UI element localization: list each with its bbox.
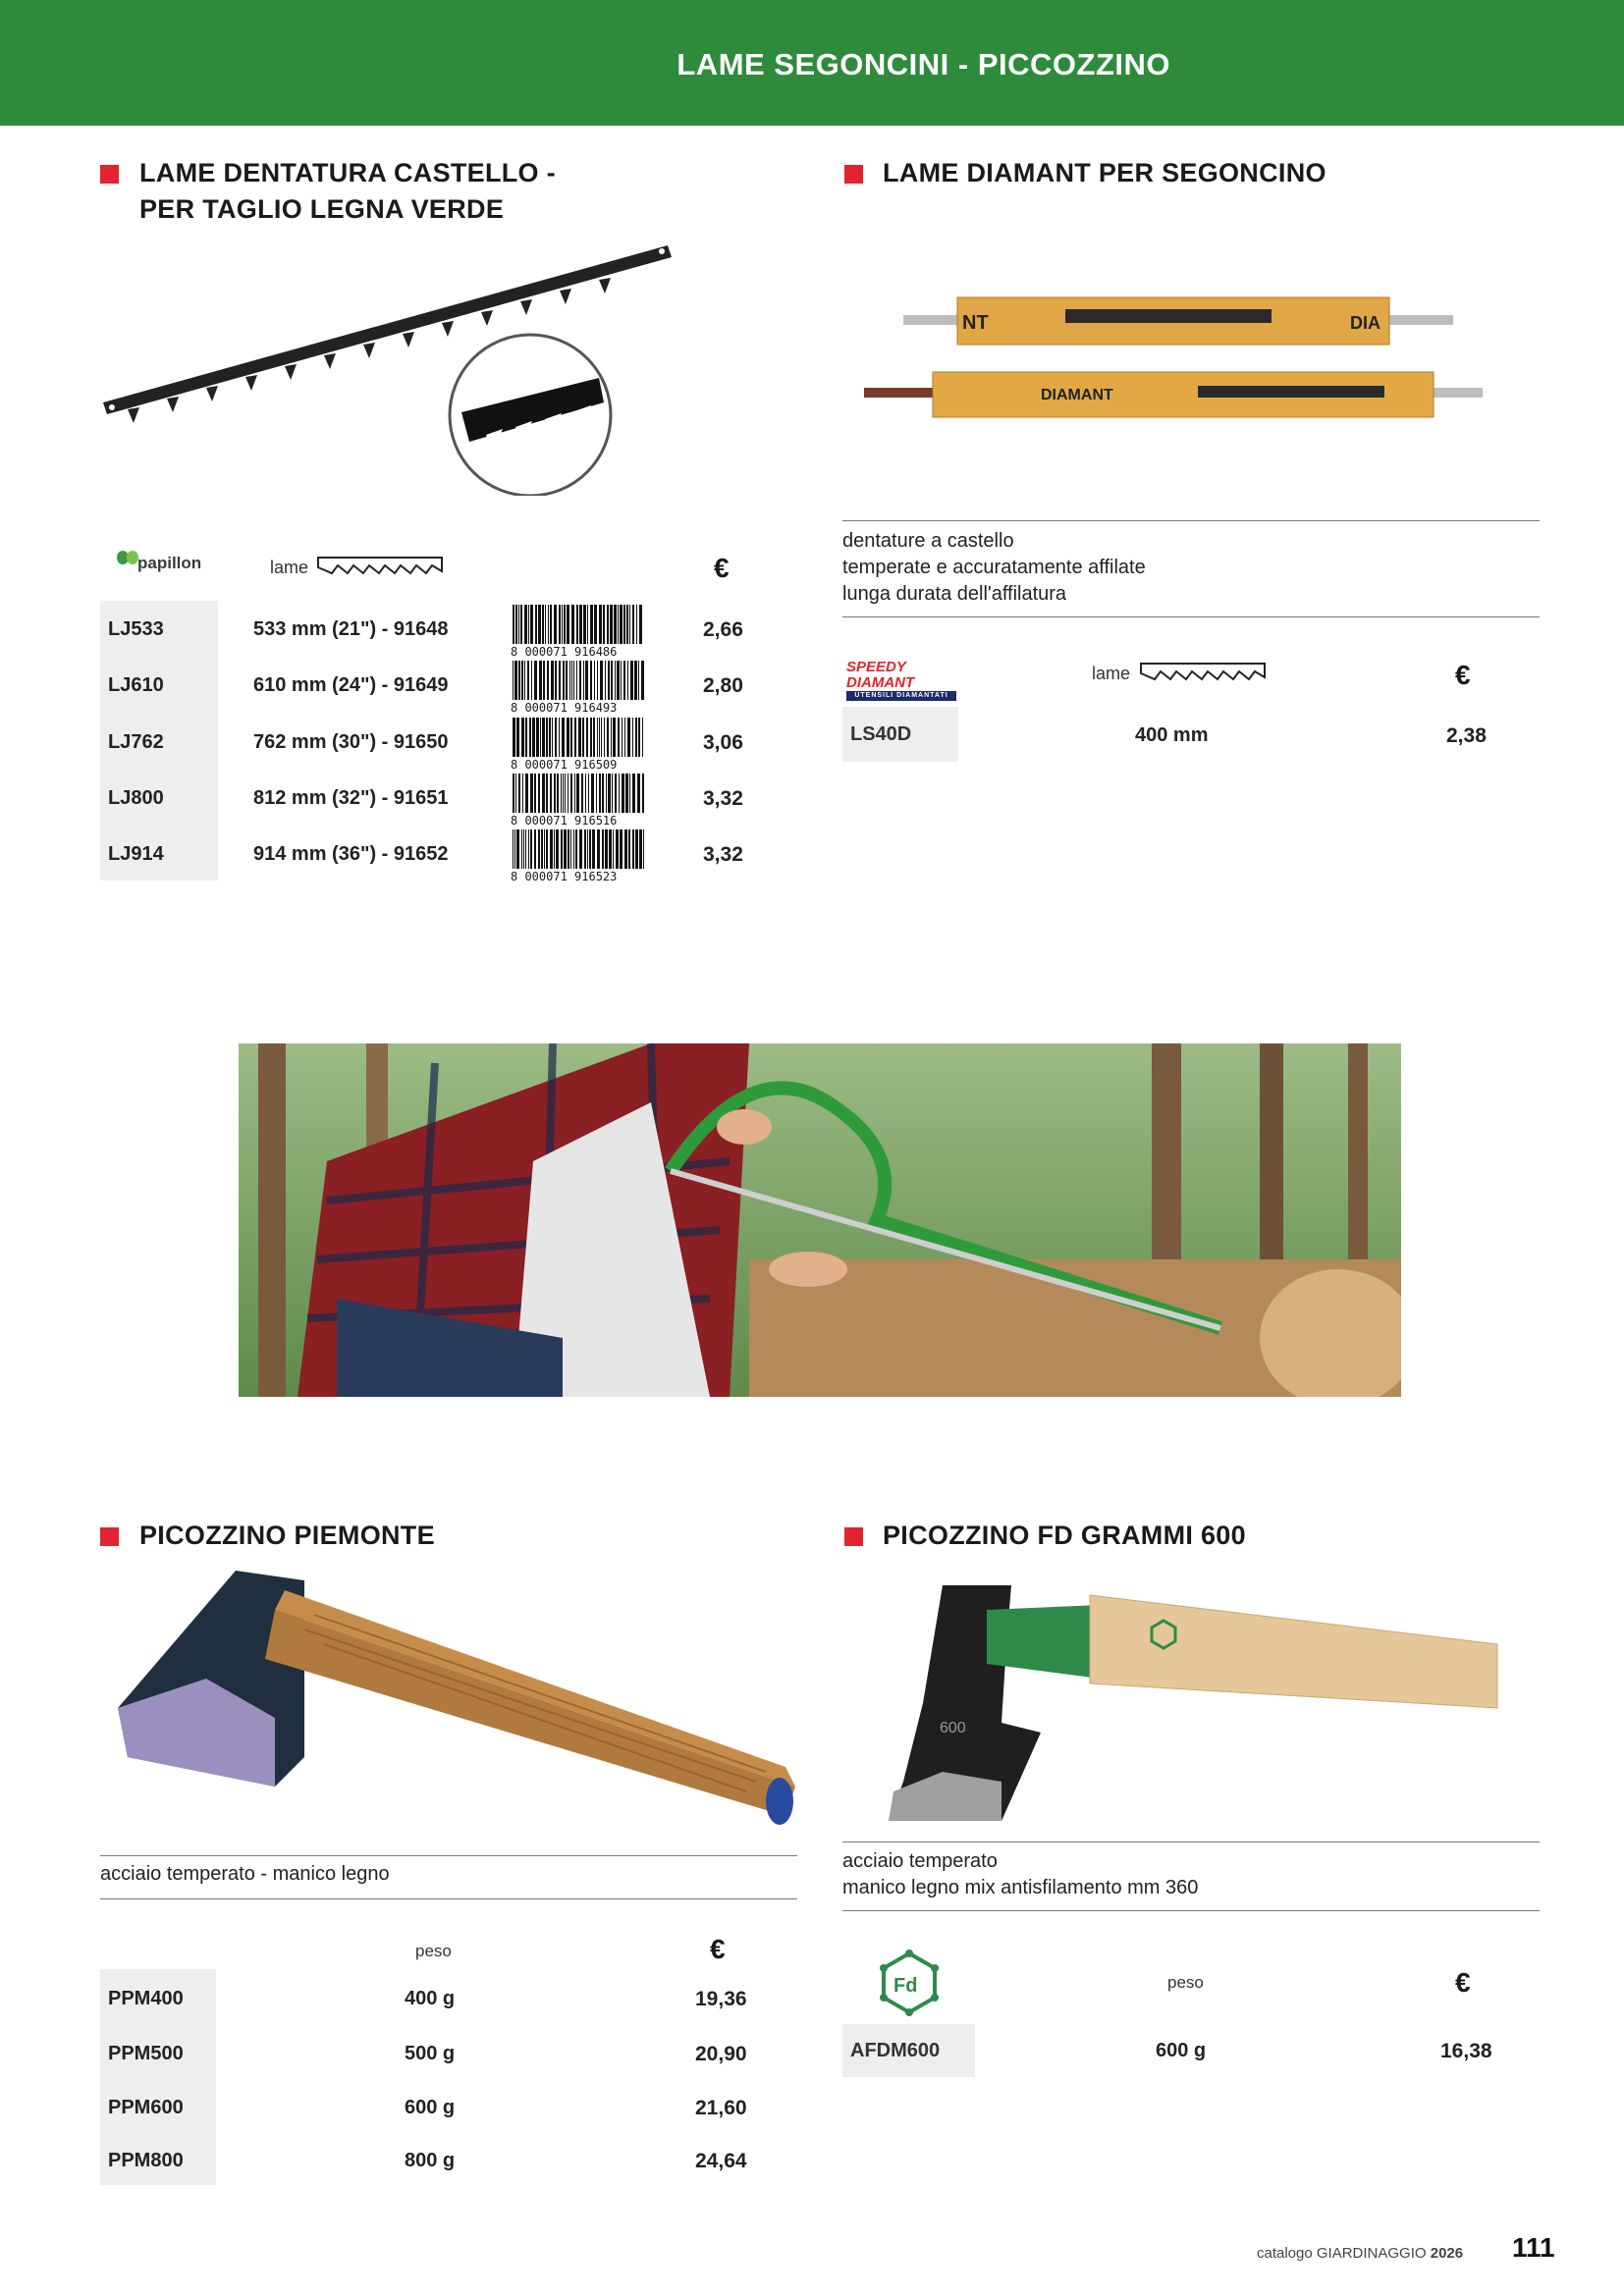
barcode-bar <box>573 829 574 869</box>
barcode-bar <box>563 774 564 813</box>
section-marker <box>844 165 863 184</box>
section-title-lame-castello: LAME DENTATURA CASTELLO - PER TAGLIO LEGNA VERDE <box>139 158 556 224</box>
barcode-bar <box>586 718 588 757</box>
barcode-bar <box>543 661 545 700</box>
blade-teeth-icon <box>316 554 444 581</box>
barcode-bar <box>522 774 523 813</box>
divider <box>100 1855 797 1856</box>
blade-teeth-icon <box>1139 660 1267 687</box>
barcode-bar <box>576 774 579 813</box>
barcode-bar <box>638 718 640 757</box>
barcode-bar <box>608 774 611 813</box>
barcode-bar <box>552 718 553 757</box>
barcode-bar <box>556 829 559 869</box>
table-row-code: LJ610 <box>108 674 164 696</box>
section-marker <box>100 1527 119 1546</box>
barcode: 8 000071 916509 <box>511 718 648 772</box>
barcode-bar <box>559 718 560 757</box>
brand-papillon: papillon <box>137 554 202 572</box>
barcode-bar <box>527 661 529 700</box>
barcode-bar <box>534 829 536 869</box>
barcode-bar <box>539 661 542 700</box>
barcode-bar <box>632 605 634 644</box>
barcode-bar <box>564 605 566 644</box>
barcode-bar <box>583 661 584 700</box>
table-row-code: AFDM600 <box>842 2024 975 2077</box>
barcode-bar <box>559 605 561 644</box>
barcode-bar <box>600 661 603 700</box>
table-row-code: PPM800 <box>108 2150 184 2171</box>
barcode-bar <box>599 605 602 644</box>
barcode-bar <box>620 605 623 644</box>
fd-logo-icon <box>876 1949 943 2016</box>
table-row-price: 3,06 <box>703 731 743 754</box>
barcode-bar <box>524 605 527 644</box>
product-description: acciaio temperato manico legno mix antisfilamento mm 360 <box>842 1850 1199 1898</box>
barcode-bar <box>530 829 532 869</box>
barcode-bar <box>581 774 583 813</box>
axe-piemonte-image <box>108 1561 795 1855</box>
barcode-bar <box>616 829 619 869</box>
section-title-picozzino-piemonte: PICOZZINO PIEMONTE <box>139 1521 435 1550</box>
barcode-bar <box>521 718 524 757</box>
barcode-bar <box>638 661 639 700</box>
barcode-bar <box>548 605 549 644</box>
photo-man-sawing-log <box>239 1043 1401 1397</box>
barcode-bar <box>550 774 552 813</box>
barcode-bar <box>530 605 533 644</box>
barcode-bar <box>613 718 616 757</box>
barcode-bar <box>518 661 520 700</box>
barcode-bar <box>624 829 627 869</box>
barcode-bar <box>585 774 586 813</box>
table-row-code: LJ762 <box>108 731 164 753</box>
barcode-bar <box>567 718 569 757</box>
barcode-bar <box>611 718 612 757</box>
barcode-bar <box>550 605 552 644</box>
barcode-bar <box>591 774 594 813</box>
footer-catalog-label: catalogo GIARDINAGGIO 2026 <box>1257 2245 1464 2262</box>
barcode-bar <box>643 829 644 869</box>
table-row-size: 914 mm (36") - 91652 <box>253 843 449 865</box>
barcode-bar <box>619 774 620 813</box>
barcode-bar <box>515 605 517 644</box>
barcode-bar <box>530 774 533 813</box>
table-row-price: 19,36 <box>695 1988 747 2010</box>
barcode-bar <box>617 661 620 700</box>
barcode-bar <box>523 829 524 869</box>
table-row-size: 762 mm (30") - 91650 <box>253 731 449 753</box>
col-header-price: € <box>1455 1967 1471 1998</box>
barcode-bar <box>570 718 572 757</box>
barcode-bar <box>554 829 555 869</box>
col-header-peso: peso <box>415 1942 452 1960</box>
barcode-bar <box>632 774 635 813</box>
barcode-bar <box>520 605 522 644</box>
barcode-bar <box>542 718 545 757</box>
barcode-bar <box>546 774 548 813</box>
barcode-bar <box>571 661 572 700</box>
barcode-bar <box>559 661 561 700</box>
barcode-bar <box>513 605 514 644</box>
barcode-bar <box>629 774 630 813</box>
page-number: 111 <box>1512 2232 1555 2263</box>
barcode-bar <box>593 718 595 757</box>
barcode-bar <box>597 661 598 700</box>
table-row-code: LS40D <box>842 707 958 762</box>
barcode-bar <box>637 774 640 813</box>
barcode-bar <box>590 661 592 700</box>
table-row-price: 2,80 <box>703 674 743 697</box>
barcode-bar <box>568 829 569 869</box>
barcode-bar <box>611 661 613 700</box>
papillon-logo-icon <box>116 550 139 569</box>
barcode-bar <box>547 661 549 700</box>
barcode-bar <box>546 718 548 757</box>
barcode-bar <box>625 774 628 813</box>
barcode-bar <box>597 829 600 869</box>
table-row-code: PPM400 <box>108 1988 184 2009</box>
barcode-bar <box>590 718 592 757</box>
barcode-bar <box>538 605 541 644</box>
table-row-size: 400 mm <box>1135 724 1209 746</box>
barcode-bar <box>618 718 620 757</box>
barcode-bar <box>566 661 568 700</box>
barcode-bar <box>632 829 634 869</box>
divider <box>842 520 1540 521</box>
barcode-bar <box>629 605 630 644</box>
barcode-bar <box>583 605 586 644</box>
barcode-bar <box>534 774 536 813</box>
table-row-code: LJ914 <box>108 843 164 865</box>
barcode-bar <box>618 605 619 644</box>
barcode-bar <box>554 605 557 644</box>
barcode-bar <box>571 605 574 644</box>
header-bar <box>0 0 1624 126</box>
table-row-code: PPM600 <box>108 2097 184 2118</box>
barcode-bar <box>639 829 642 869</box>
barcode-bar <box>628 829 630 869</box>
table-row-weight: 600 g <box>1156 2040 1207 2061</box>
barcode-bar <box>513 661 514 700</box>
barcode-bar <box>542 605 544 644</box>
barcode-bar <box>514 661 517 700</box>
table-row-price: 2,66 <box>703 618 743 641</box>
product-description: dentature a castello temperate e accuratamente affilate lunga durata dell'affilatura <box>842 530 1146 605</box>
barcode-bar <box>635 718 637 757</box>
table-row-price: 24,64 <box>695 2150 747 2172</box>
col-header-lame: lame <box>1092 664 1131 683</box>
barcode-bar <box>610 605 613 644</box>
barcode-bar <box>599 774 601 813</box>
col-header-price: € <box>710 1934 726 1964</box>
barcode-bar <box>601 718 602 757</box>
barcode-bar <box>608 661 610 700</box>
barcode-bar <box>606 774 607 813</box>
axe-fd-image <box>884 1585 1502 1821</box>
section-marker <box>844 1527 863 1546</box>
barcode-bar <box>621 661 622 700</box>
barcode-bar <box>622 774 624 813</box>
barcode-bar <box>642 774 644 813</box>
barcode-bar <box>555 718 557 757</box>
barcode-bar <box>607 605 609 644</box>
divider <box>842 1910 1540 1911</box>
barcode-bar <box>574 718 576 757</box>
barcode-bar <box>607 718 609 757</box>
barcode-bar <box>579 661 581 700</box>
divider <box>842 616 1540 617</box>
barcode-bar <box>609 829 612 869</box>
barcode-bar <box>525 774 528 813</box>
barcode-bar <box>525 718 527 757</box>
barcode-bar <box>574 774 575 813</box>
table-row-weight: 400 g <box>405 1988 456 2009</box>
barcode-bar <box>579 605 582 644</box>
svg-text:600: 600 <box>940 1720 966 1736</box>
barcode-bar <box>626 605 628 644</box>
barcode-bar <box>613 829 614 869</box>
barcode-bar <box>573 661 574 700</box>
barcode-bar <box>531 661 532 700</box>
section-title-picozzino-fd: PICOZZINO FD GRAMMI 600 <box>883 1521 1246 1550</box>
svg-text:NT: NT <box>962 312 989 334</box>
barcode-bar <box>562 718 565 757</box>
barcode-bar <box>518 774 520 813</box>
barcode-bar <box>576 661 577 700</box>
barcode-bar <box>570 829 571 869</box>
barcode-bar <box>521 661 523 700</box>
barcode-bar <box>604 718 605 757</box>
divider <box>100 1898 797 1899</box>
table-row-price: 3,32 <box>703 843 743 866</box>
barcode-bar <box>516 718 519 757</box>
barcode-bar <box>521 829 522 869</box>
barcode-bar <box>627 661 628 700</box>
barcode-bar <box>597 718 598 757</box>
barcode-bar <box>575 829 577 869</box>
barcode-bar <box>576 605 578 644</box>
barcode-bar <box>535 605 537 644</box>
barcode-bar <box>596 774 597 813</box>
barcode-bar <box>602 829 604 869</box>
barcode-bar <box>515 774 516 813</box>
barcode-bar <box>550 829 553 869</box>
barcode-bar <box>528 829 529 869</box>
barcode-bar <box>602 774 604 813</box>
svg-text:Fd: Fd <box>893 1975 918 1997</box>
barcode-bar <box>516 829 519 869</box>
table-row-code: LJ533 <box>108 618 164 640</box>
barcode-bar <box>603 605 605 644</box>
blade-castello-image <box>98 240 687 496</box>
table-row-price: 2,38 <box>1446 724 1487 747</box>
barcode-bar <box>540 718 541 757</box>
barcode-bar <box>544 829 545 869</box>
barcode-bar <box>569 661 570 700</box>
section-title-lame-diamant: LAME DIAMANT PER SEGONCINO <box>883 158 1326 187</box>
col-header-price: € <box>1455 660 1471 690</box>
barcode-bar <box>615 661 616 700</box>
barcode-bar <box>518 605 519 644</box>
barcode-bar <box>634 661 637 700</box>
table-row-code: LJ800 <box>108 787 164 809</box>
barcode-bar <box>622 718 623 757</box>
barcode-bar <box>551 661 554 700</box>
barcode-bar <box>615 774 617 813</box>
blade-diamant-image <box>864 290 1492 427</box>
col-header-lame: lame <box>270 558 309 577</box>
barcode-bar <box>524 661 525 700</box>
table-row-price: 20,90 <box>695 2043 747 2065</box>
table-row-size: 610 mm (24") - 91649 <box>253 674 449 696</box>
barcode-bar <box>514 829 515 869</box>
table-row-weight: 600 g <box>405 2097 456 2118</box>
barcode-bar <box>534 661 537 700</box>
barcode-bar <box>623 661 625 700</box>
barcode-bar <box>562 605 563 644</box>
barcode-bar <box>561 774 562 813</box>
barcode-bar <box>620 829 623 869</box>
barcode-bar <box>589 829 591 869</box>
barcode-bar <box>599 718 600 757</box>
barcode-bar <box>587 605 588 644</box>
barcode-bar <box>532 718 535 757</box>
table-row-price: 16,38 <box>1440 2040 1492 2062</box>
barcode-bar <box>546 829 548 869</box>
barcode-bar <box>567 605 569 644</box>
barcode-bar <box>623 605 625 644</box>
barcode-bar <box>594 661 595 700</box>
speedy-diamant-logo: SPEEDY DIAMANT UTENSILI DIAMANTATI <box>846 660 956 693</box>
barcode-bar <box>538 774 540 813</box>
barcode: 8 000071 916516 <box>511 774 648 828</box>
barcode-bar <box>641 661 644 700</box>
barcode-bar <box>538 829 540 869</box>
table-row-price: 21,60 <box>695 2097 747 2119</box>
page-title: LAME SEGONCINI - PICCOZZINO <box>677 47 1170 81</box>
table-row-size: 812 mm (32") - 91651 <box>253 787 449 809</box>
barcode-bar <box>513 774 514 813</box>
barcode-bar <box>605 661 606 700</box>
barcode-bar <box>513 829 514 869</box>
barcode-bar <box>564 829 567 869</box>
barcode-bar <box>592 829 595 869</box>
barcode: 8 000071 916523 <box>511 829 648 883</box>
table-row-size: 533 mm (21") - 91648 <box>253 618 449 640</box>
barcode: 8 000071 916486 <box>511 605 648 659</box>
barcode-bar <box>565 774 566 813</box>
svg-text:DIAMANT: DIAMANT <box>1041 387 1113 403</box>
barcode-bar <box>528 605 529 644</box>
table-row-code: PPM500 <box>108 2043 184 2064</box>
barcode-bar <box>542 774 545 813</box>
barcode-bar <box>585 661 588 700</box>
table-row-weight: 500 g <box>405 2043 456 2064</box>
barcode-bar <box>614 605 617 644</box>
barcode-bar <box>570 774 572 813</box>
barcode-bar <box>594 605 597 644</box>
col-header-price: € <box>714 553 730 583</box>
barcode-bar <box>554 774 556 813</box>
barcode-bar <box>632 718 633 757</box>
barcode-bar <box>639 605 642 644</box>
barcode-bar <box>529 718 531 757</box>
barcode-bar <box>642 718 643 757</box>
table-row-weight: 800 g <box>405 2150 456 2171</box>
barcode-bar <box>635 829 638 869</box>
barcode-bar <box>578 718 581 757</box>
barcode-bar <box>587 829 588 869</box>
barcode-bar <box>582 718 584 757</box>
barcode-bar <box>612 774 613 813</box>
barcode-bar <box>549 718 551 757</box>
barcode-bar <box>545 605 546 644</box>
barcode: 8 000071 916493 <box>511 661 648 715</box>
barcode-bar <box>605 829 608 869</box>
barcode-bar <box>630 661 633 700</box>
table-row-price: 3,32 <box>703 787 743 810</box>
barcode-bar <box>636 605 637 644</box>
barcode-bar <box>541 829 543 869</box>
section-marker <box>100 165 119 184</box>
barcode-bar <box>590 605 593 644</box>
product-description: acciaio temperato - manico legno <box>100 1863 390 1885</box>
barcode-bar <box>555 661 557 700</box>
barcode-bar <box>579 829 582 869</box>
col-header-peso: peso <box>1167 1973 1204 1992</box>
barcode-bar <box>627 718 630 757</box>
barcode-bar <box>513 718 515 757</box>
barcode-bar <box>584 829 586 869</box>
barcode-bar <box>588 774 589 813</box>
barcode-bar <box>536 718 539 757</box>
barcode-bar <box>561 829 563 869</box>
barcode-bar <box>557 774 559 813</box>
barcode-bar <box>525 829 526 869</box>
svg-text:DIA: DIA <box>1350 313 1380 333</box>
barcode-bar <box>624 718 625 757</box>
barcode-bar <box>563 661 565 700</box>
